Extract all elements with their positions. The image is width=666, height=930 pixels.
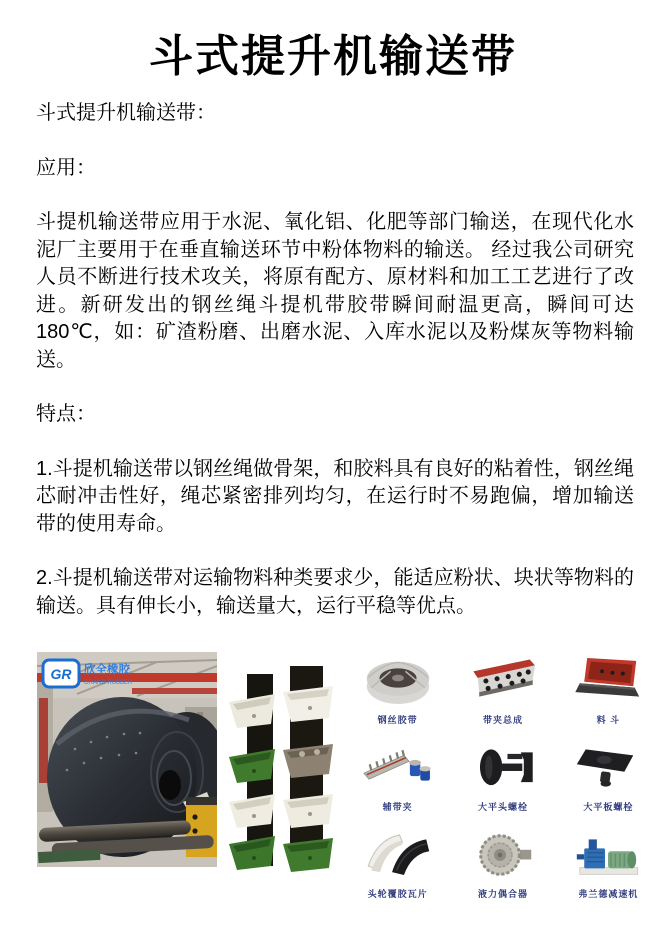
product-gallery	[0, 650, 666, 899]
product-label: 液力偶合器	[477, 889, 528, 899]
head-wheel-rubber-tile-image	[345, 829, 450, 881]
product-belt-clamp-assembly	[450, 655, 555, 726]
product-flender-reducer	[556, 829, 661, 900]
product-hydraulic-coupling	[450, 829, 555, 900]
auxiliary-belt-clamp-image	[345, 742, 450, 794]
product-wire-rope-belt	[345, 655, 450, 726]
logo-en-text: GRAND RUBBER	[84, 680, 133, 686]
body-text	[36, 100, 634, 647]
feature-2-paragraph: 2.斗提机输送带对运输物料种类要求少，能适应粉状、块状等物料的输送。具有伸长小，输送量大，运行平稳等优点。	[36, 567, 634, 617]
product-label: 辅带夹	[382, 802, 413, 812]
product-label: 大平板螺栓	[583, 802, 634, 812]
feature-1-paragraph: 1.斗提机输送带以钢丝绳做骨架，和胶料具有良好的粘着性，钢丝绳芯耐冲击性好，绳芯紧密排列均匀，在运行时不易跑偏，增加输送带的使用寿命。	[36, 457, 634, 535]
product-label: 大平头螺栓	[477, 802, 528, 812]
product-label: 钢丝胶带	[377, 715, 418, 725]
bolt-disc-icon	[455, 742, 551, 794]
wire-rope-belt-image	[345, 655, 450, 707]
logo-abbr-text: GR	[50, 666, 72, 682]
belt-clamp-assembly-image	[450, 655, 555, 707]
product-label: 带夹总成	[482, 715, 523, 725]
product-grid	[345, 655, 661, 900]
page-title: 斗式提升机输送带	[149, 32, 517, 81]
hydraulic-coupling-image	[450, 829, 555, 881]
logo-cn-text: 欣全橡胶	[84, 664, 130, 676]
product-head-wheel-rubber-tile	[345, 829, 450, 900]
coupling-icon	[455, 829, 551, 881]
factory-scene-image	[37, 652, 217, 867]
plate-bolt-icon	[560, 742, 656, 794]
clamp-strip-icon	[350, 742, 446, 794]
product-material-hopper	[556, 655, 661, 726]
wrapped-belt-roll-icon	[350, 655, 446, 707]
product-label: 头轮覆胶瓦片	[367, 889, 428, 899]
material-hopper-image	[556, 655, 661, 707]
intro-label: 斗式提升机输送带：	[36, 102, 216, 124]
reducer-motor-icon	[560, 829, 656, 881]
product-auxiliary-belt-clamp	[345, 742, 450, 813]
application-label: 应用：	[36, 156, 96, 179]
product-label: 料 斗	[596, 715, 621, 725]
application-paragraph: 斗提机输送带应用于水泥、氧化铝、化肥等部门输送，在现代化水泥厂主要用于在垂直输送环节中粉体物料的输送。 经过我公司研究人员不断进行技术攻关，将原有配方、原材料和加工工艺进行了改进。新研发出的钢丝绳斗提机带胶带瞬间耐温更高，瞬间可达180℃，如：矿渣粉磨、出磨水泥、入库水泥以及粉煤灰等物料输送。	[36, 211, 634, 371]
bucket-board-image	[227, 666, 339, 873]
hopper-icon	[560, 655, 656, 707]
elevator-buckets-photo	[227, 666, 339, 873]
product-flat-plate-bolt	[556, 742, 661, 813]
features-label: 特点：	[36, 403, 96, 425]
conveyor-belt-roll-photo	[37, 652, 217, 867]
curved-tiles-icon	[350, 829, 446, 881]
product-flat-head-bolt	[450, 742, 555, 813]
clamp-bar-icon	[455, 655, 551, 707]
product-label: 弗兰德减速机	[578, 889, 639, 899]
flat-head-bolt-image	[450, 742, 555, 794]
flat-plate-bolt-image	[556, 742, 661, 794]
flender-reducer-image	[556, 829, 661, 881]
